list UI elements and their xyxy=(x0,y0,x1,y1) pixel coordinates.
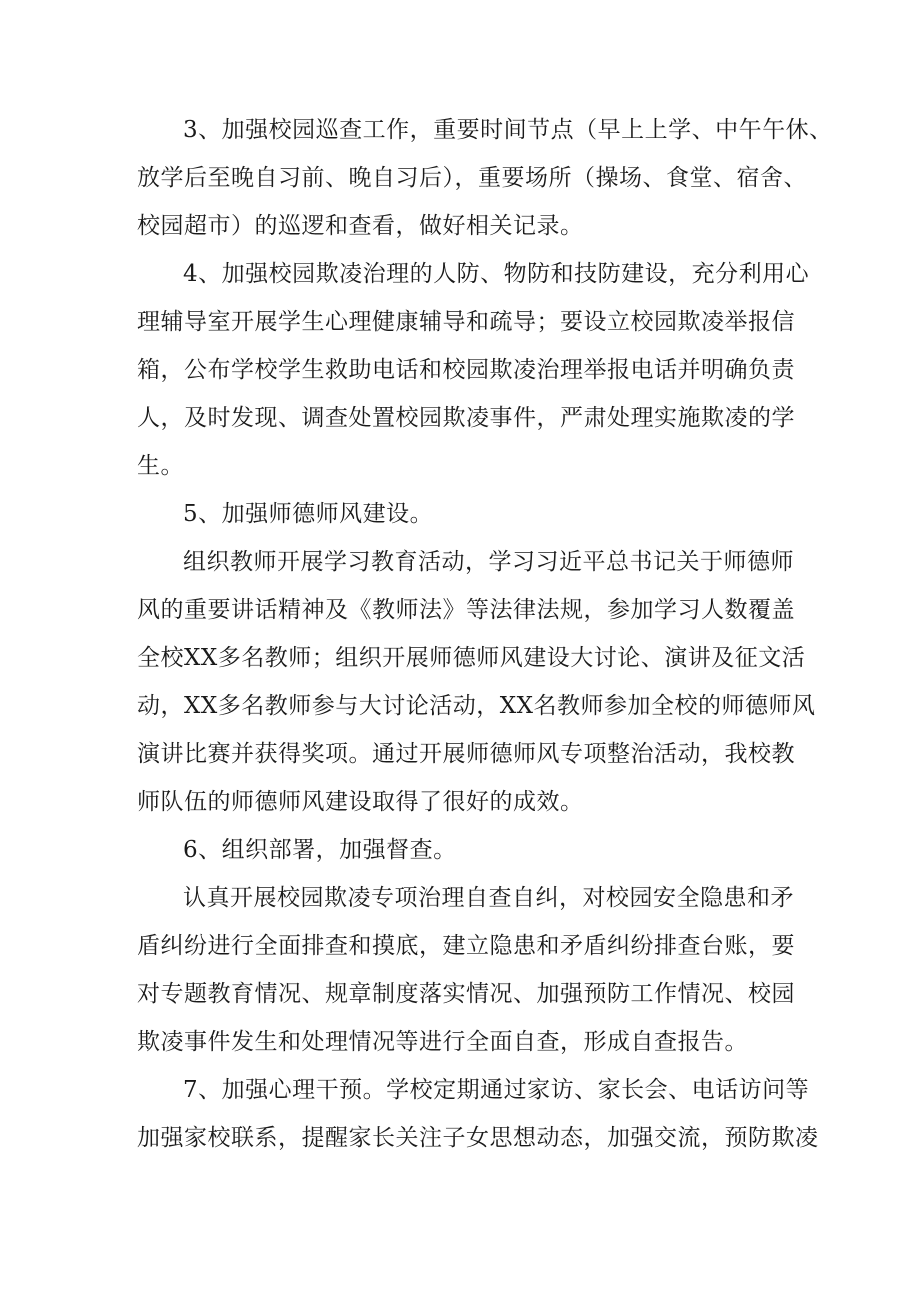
paragraph-5-line-4: 动，XX多名教师参与大讨论活动，XX名教师参加全校的师德师风 xyxy=(137,693,816,719)
paragraph-4-line-2: 理辅导室开展学生心理健康辅导和疏导；要设立校园欺凌举报信 xyxy=(137,309,795,335)
paragraph-4-line-4: 人，及时发现、调查处置校园欺凌事件，严肃处理实施欺凌的学 xyxy=(137,405,795,431)
paragraph-4-line-1: 4、加强校园欺凌治理的人防、物防和技防建设，充分利用心 xyxy=(183,261,810,287)
paragraph-6-line-1: 认真开展校园欺凌专项治理自查自纠，对校园安全隐患和矛 xyxy=(183,885,794,911)
paragraph-7-line-2: 加强家校联系，提醒家长关注子女思想动态，加强交流，预防欺凌 xyxy=(137,1125,819,1151)
paragraph-4-line-3: 箱，公布学校学生救助电话和校园欺凌治理举报电话并明确负责 xyxy=(137,357,795,383)
paragraph-6-line-3: 对专题教育情况、规章制度落实情况、加强预防工作情况、校园 xyxy=(137,981,795,1007)
paragraph-6-line-4: 欺凌事件发生和处理情况等进行全面自查，形成自查报告。 xyxy=(137,1029,748,1055)
paragraph-5-line-5: 演讲比赛并获得奖项。通过开展师德师风专项整治活动，我校教 xyxy=(137,741,795,767)
paragraph-3-line-1: 3、加强校园巡查工作，重要时间节点（早上上学、中午午休、 xyxy=(183,117,833,143)
paragraph-5-line-6: 师队伍的师德师风建设取得了很好的成效。 xyxy=(137,789,584,815)
paragraph-4-line-5: 生。 xyxy=(137,453,184,479)
heading-5: 5、加强师德师风建设。 xyxy=(183,501,434,527)
heading-6: 6、组织部署，加强督查。 xyxy=(183,837,457,863)
paragraph-3-line-2: 放学后至晚自习前、晚自习后），重要场所（操场、食堂、宿舍、 xyxy=(137,165,807,191)
paragraph-5-line-3: 全校XX多名教师；组织开展师德师风建设大讨论、演讲及征文活 xyxy=(137,645,806,671)
paragraph-3-line-3: 校园超市）的巡逻和查看，做好相关记录。 xyxy=(137,213,584,239)
paragraph-5-line-1: 组织教师开展学习教育活动，学习习近平总书记关于师德师 xyxy=(183,549,794,575)
paragraph-6-line-2: 盾纠纷进行全面排查和摸底，建立隐患和矛盾纠纷排查台账，要 xyxy=(137,933,795,959)
paragraph-5-line-2: 风的重要讲话精神及《教师法》等法律法规，参加学习人数覆盖 xyxy=(137,597,795,623)
paragraph-7-line-1: 7、加强心理干预。学校定期通过家访、家长会、电话访问等 xyxy=(183,1077,810,1103)
